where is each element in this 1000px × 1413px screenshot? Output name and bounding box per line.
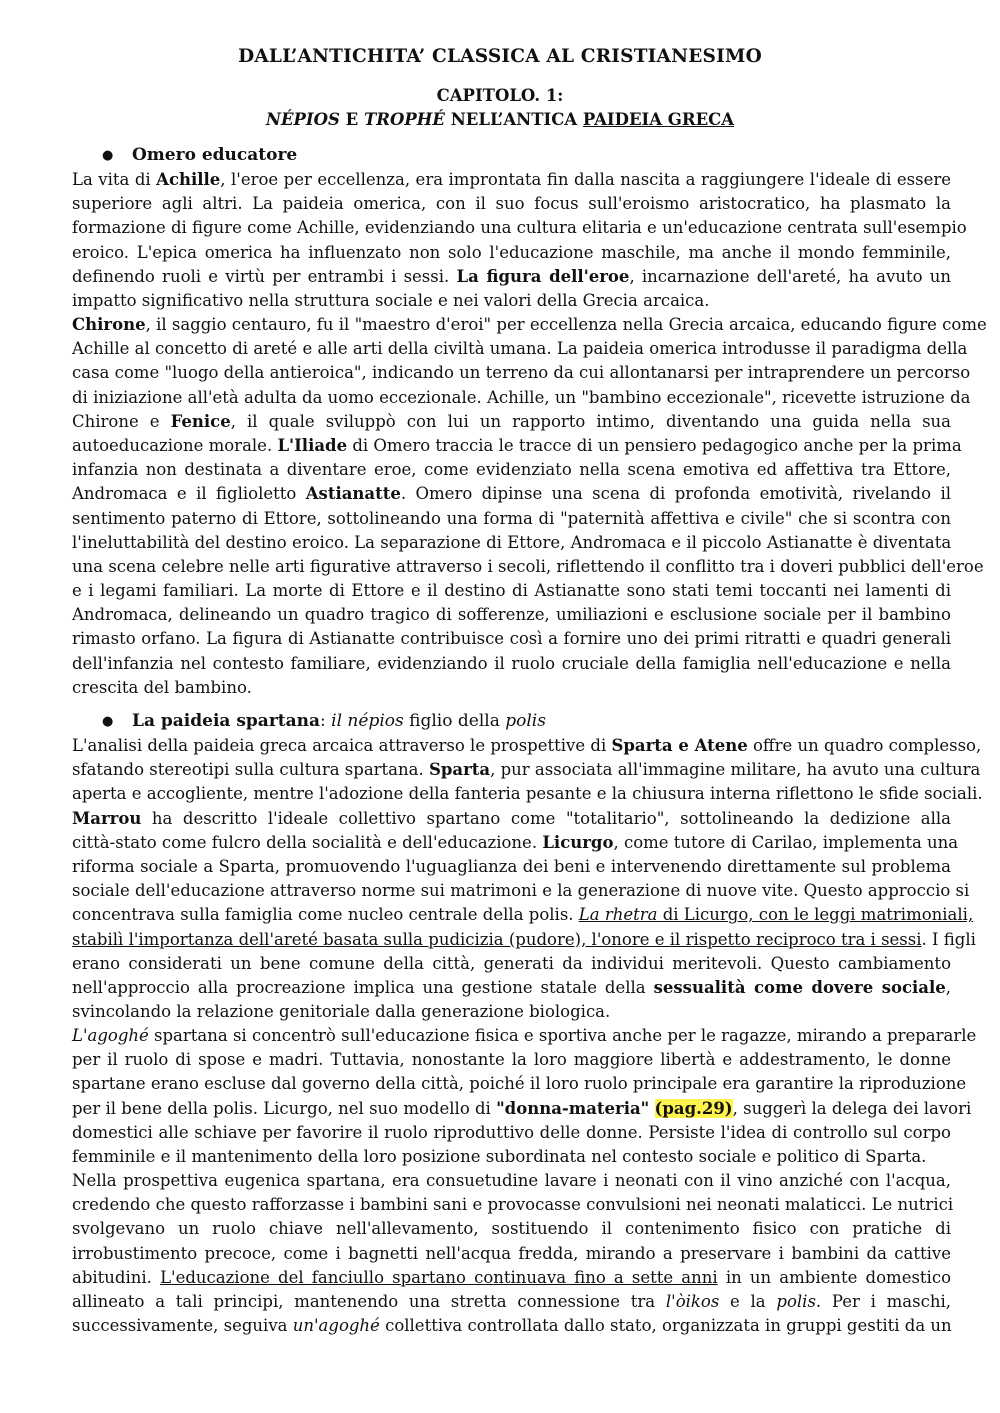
subtitle-trophe: TROPHÉ <box>364 110 445 129</box>
text-line: impatto significativo nella struttura sociale e nei valori della Grecia arcaica. <box>72 290 710 310</box>
underlined-text: stabilì l'importanza dell'areté basata sulla pudicizia (pudore), l'onore e il rispetto reciproco tra i sessi <box>72 929 922 949</box>
text-line: sentimento paterno di Ettore, sottolineando una forma di "paternità affettiva e civile" che si scontra con <box>72 508 951 528</box>
italic-term: il népios <box>331 711 404 731</box>
bold-term: Licurgo <box>542 832 614 852</box>
document-title: DALL’ANTICHITA’ CLASSICA AL CRISTIANESIMO <box>238 46 762 67</box>
bullet-icon: ● <box>102 148 114 163</box>
bold-term: L'Iliade <box>277 435 348 455</box>
text-line: domestici alle schiave per favorire il ruolo riproduttivo delle donne. Persiste l'idea di controllo sul corpo <box>72 1122 951 1142</box>
text-line: eroico. L'epica omerica ha influenzato non solo l'educazione maschile, ma anche il mondo femminile, <box>72 242 951 262</box>
text-line: svolgevano un ruolo chiave nell'allevamento, sostituendo il contenimento fisico con pratiche di <box>72 1219 951 1239</box>
text-line: casa come "luogo della antieroica", indicando un terreno da cui allontanarsi per intraprendere un percorso <box>72 363 971 383</box>
text-line: aperta e accogliente, mentre l'adozione della fanteria pesante e la chiusura interna riflettono le sfide sociali. <box>72 784 983 804</box>
text-line: definendo ruoli e virtù per entrambi i sessi. La figura dell'eroe, incarnazione dell'areté, ha avuto un <box>72 266 951 286</box>
text-line: città-stato come fulcro della socialità e dell'educazione. Licurgo, come tutore di Carilao, implementa una <box>72 832 959 852</box>
text-line: per il ruolo di spose e madri. Tuttavia, nonostante la loro maggiore libertà e addestramento, le donne <box>72 1050 951 1070</box>
section-heading-text: La paideia spartana <box>132 711 321 731</box>
text-line: concentrava sulla famiglia come nucleo centrale della polis. La rhetra di Licurgo, con le leggi matrimoniali, <box>72 905 974 925</box>
text-line: autoeducazione morale. L'Iliade di Omero traccia le tracce di un pensiero pedagogico anche per la prima <box>72 435 962 455</box>
chapter-subtitle <box>0 110 1000 129</box>
text-line: L'analisi della paideia greca arcaica attraverso le prospettive di Sparta e Atene offre un quadro complesso, <box>72 736 982 755</box>
bold-term: Fenice <box>170 411 231 431</box>
underlined-text: di Licurgo, con le leggi matrimoniali, <box>657 905 974 925</box>
text-line: Chirone e Fenice, il quale sviluppò con lui un rapporto intimo, diventando una guida nella sua <box>72 411 952 431</box>
text-line: La vita di Achille, l'eroe per eccellenza, era improntata fin dalla nascita a raggiungere l'ideale di essere <box>72 170 952 189</box>
bold-term: "donna-materia" <box>496 1098 650 1118</box>
text-line: riforma sociale a Sparta, promuovendo l'uguaglianza dei beni e intervenendo direttamente sul problema <box>72 856 951 876</box>
text-line: Andromaca e il figlioletto Astianatte. Omero dipinse una scena di profonda emotività, rivelando il <box>72 484 952 504</box>
text-line: svincolando la relazione genitoriale dalla generazione biologica. <box>72 1002 611 1022</box>
text-line: Achille al concetto di areté e alle arti della civiltà umana. La paideia omerica introdusse il paradigma della <box>72 339 968 359</box>
paragraph-eugenica <box>72 1169 954 1338</box>
underlined-text: L'educazione del fanciullo spartano continuava fino a sette anni <box>160 1267 718 1287</box>
subtitle-e: E <box>339 110 365 129</box>
italic-term: l'òikos <box>665 1291 720 1311</box>
text-line: erano considerati un bene comune della città, generati da individui meritevoli. Questo cambiamento <box>72 953 951 973</box>
text-line: l'ineluttabilità del destino eroico. La separazione di Ettore, Andromaca e il piccolo Astianatte è diventata <box>72 532 952 552</box>
text-line: Chirone, il saggio centauro, fu il "maestro d'eroi" per eccellenza nella Grecia arcaica, educando figure come <box>72 315 987 334</box>
text-line: infanzia non destinata a diventare eroe, come evidenziato nella scena emotiva ed affettiva tra Ettore, <box>72 460 951 480</box>
paragraph-achille <box>72 168 967 313</box>
bold-term: La figura dell'eroe <box>456 266 630 286</box>
paragraph-agoghe <box>72 1024 977 1169</box>
section-heading-text: Omero educatore <box>132 145 298 165</box>
text-line: sfatando stereotipi sulla cultura spartana. Sparta, pur associata all'immagine militare, ha avuto una cultura <box>72 760 981 780</box>
text-line: nell'approccio alla procreazione implica una gestione statale della sessualità come dovere sociale, <box>72 977 952 997</box>
text-line: di iniziazione all'età adulta da uomo eccezionale. Achille, un "bambino eccezionale", ricevette istruzione da <box>72 387 971 407</box>
text-line: L'agoghé spartana si concentrò sull'educazione fisica e sportiva anche per le ragazze, mirando a prepararle <box>72 1026 977 1045</box>
underlined-italic-text: La rhetra <box>578 905 658 925</box>
text-line: Andromaca, delineando un quadro tragico di sofferenze, umiliazioni e esclusione sociale per il bambino <box>72 605 951 625</box>
bullet-icon: ● <box>102 714 114 729</box>
text-line: successivamente, seguiva un'agoghé collettiva controllata dallo stato, organizzata in gruppi gestiti da un <box>72 1316 952 1336</box>
text-line: Nella prospettiva eugenica spartana, era consuetudine lavare i neonati con il vino anziché con l'acqua, <box>72 1171 951 1190</box>
italic-term: L'agoghé <box>72 1026 149 1045</box>
subtitle-mid: NELL’ANTICA <box>444 110 583 129</box>
text-line: irrobustimento precoce, come i bagnetti nell'acqua fredda, mirando a preservare i bambini da cattive <box>72 1243 951 1263</box>
text-line: rimasto orfano. La figura di Astianatte contribuisce così a fornire uno dei primi ritratti e quadri generali <box>72 629 951 649</box>
text-line: Marrou ha descritto l'ideale collettivo spartano come "totalitario", sottolineando la dedizione alla <box>72 808 951 828</box>
subtitle-paideia: PAIDEIA GRECA <box>582 110 735 129</box>
text-line: formazione di figure come Achille, evidenziando una cultura elitaria e un'educazione centrata sull'esempio <box>72 218 967 238</box>
text-line: per il bene della polis. Licurgo, nel suo modello di "donna-materia" (pag.29), suggerì la delega dei lavori <box>72 1098 972 1118</box>
text-line: stabilì l'importanza dell'areté basata sulla pudicizia (pudore), l'onore e il rispetto reciproco tra i sessi. I figli <box>72 929 976 949</box>
bold-term: Sparta <box>428 760 491 780</box>
section-heading-rest: : il népios figlio della polis <box>320 711 546 731</box>
text-line: allineato a tali principi, mantenendo una stretta connessione tra l'òikos e la polis. Per i maschi, <box>72 1291 951 1311</box>
bold-term: Chirone <box>72 315 146 334</box>
chapter-label: CAPITOLO. 1: <box>436 86 564 105</box>
text-line: e i legami familiari. La morte di Ettore e il destino di Astianatte sono stati temi toccanti nei lamenti di <box>72 581 951 601</box>
subtitle-nepios: NÉPIOS <box>265 110 340 129</box>
bold-term: Achille <box>156 170 221 189</box>
section-heading-omero <box>102 143 297 168</box>
text-line: spartane erano escluse dal governo della città, poiché il loro ruolo principale era garantire la riproduzione <box>72 1074 967 1094</box>
italic-term: un'agoghé <box>292 1316 380 1336</box>
paragraph-paideia-spartana <box>72 734 983 1024</box>
bold-term: sessualità come dovere sociale <box>653 977 946 997</box>
text-line: abitudini. L'educazione del fanciullo spartano continuava fino a sette anni in un ambiente domestico <box>72 1267 952 1287</box>
text-line: crescita del bambino. <box>72 677 252 697</box>
paragraph-chirone <box>72 313 987 700</box>
italic-term: polis <box>505 711 546 731</box>
text-line: superiore agli altri. La paideia omerica, con il suo focus sull'eroismo aristocratico, ha plasmato la <box>72 194 951 214</box>
italic-term: polis <box>776 1291 816 1311</box>
bold-term: Astianatte <box>305 484 401 504</box>
bold-term: Marrou <box>72 808 142 828</box>
text-line: sociale dell'educazione attraverso norme sui matrimoni e la generazione di nuove vite. Questo approccio si <box>72 881 970 901</box>
text-line: dell'infanzia nel contesto familiare, evidenziando il ruolo cruciale della famiglia nell'educazione e nella <box>72 653 951 673</box>
highlighted-reference: (pag.29) <box>654 1098 733 1118</box>
text-line: una scena celebre nelle arti figurative attraverso i secoli, riflettendo il conflitto tra i doveri pubblici dell'eroe <box>72 556 984 576</box>
section-heading-sparta <box>102 709 546 734</box>
bold-term: Sparta e Atene <box>611 736 748 755</box>
text-line: femminile e il mantenimento della loro posizione subordinata nel contesto sociale e politico di Sparta. <box>72 1146 927 1166</box>
text-line: credendo che questo rafforzasse i bambini sani e provocasse convulsioni nei neonati malaticci. Le nutrici <box>72 1195 954 1215</box>
